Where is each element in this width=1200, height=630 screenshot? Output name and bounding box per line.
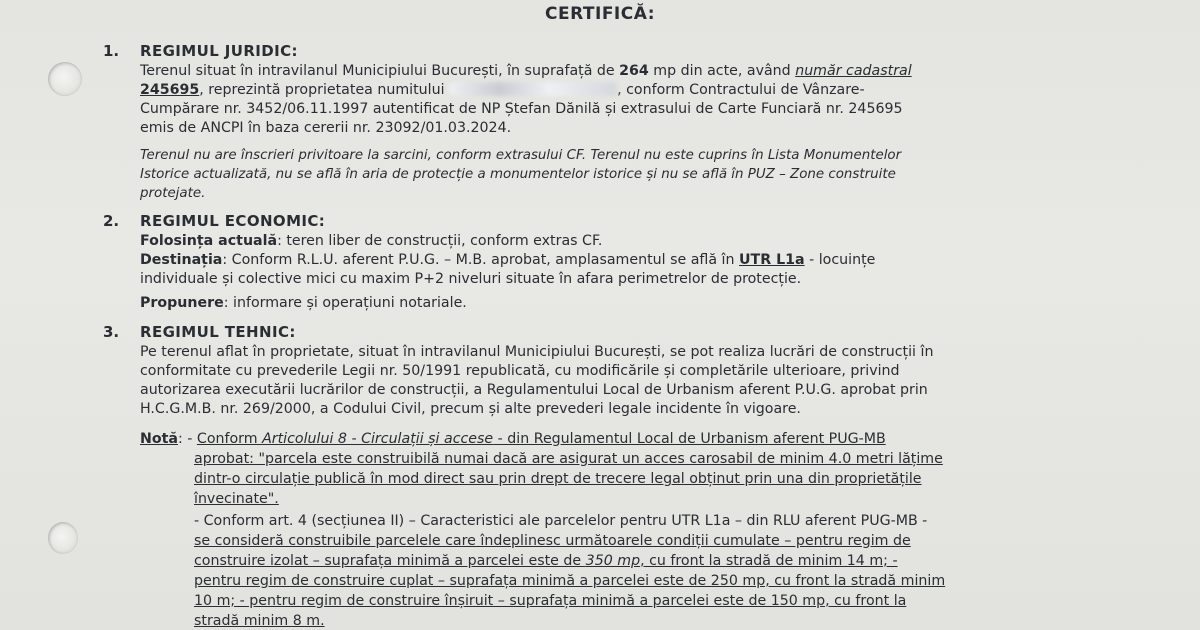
text: : Conform R.L.U. aferent P.U.G. – M.B. aprobat, amplasamentul se află în (222, 252, 740, 268)
text: , conform Contractului de Vânzare- (617, 82, 865, 98)
punch-hole-top (48, 62, 82, 96)
destinatia-line (140, 251, 875, 269)
propunere-line (140, 294, 467, 312)
cadastral-label: număr cadastral (795, 63, 912, 79)
section-heading: REGIMUL JURIDIC: (140, 42, 298, 60)
juridic-note-2: Istorice actualizată, nu se află în aria de protecție a monumentelor istorice și nu se află în PUZ – Zone construite (140, 167, 896, 182)
text: mp din acte, având (648, 63, 796, 79)
section-heading: REGIMUL TEHNIC: (140, 323, 296, 341)
propunere-label: Propunere (140, 295, 224, 311)
nota-line-3: dintr-o circulație publică în mod direct sau prin drept de trecere legal obținut prin una din proprietățile (194, 471, 922, 487)
text: , cu front la stradă de minim 14 m; - (640, 553, 898, 569)
juridic-note-3: protejate. (140, 186, 206, 201)
text: construire izolat – suprafața minimă a parcelei este de (194, 553, 586, 569)
text: : - (177, 431, 197, 447)
tehnic-line-1: Pe terenul aflat în proprietate, situat în intravilanul Municipiului București, se pot realiza lucrări de construcții în (140, 344, 934, 360)
redacted-name (449, 82, 617, 96)
text: - locuințe (804, 252, 876, 268)
destinatia-label: Destinația (140, 252, 223, 268)
nota-line-2: aprobat: "parcela este construibilă numai dacă are asigurat un acces carosabil de minim 4.0 metri lățime (194, 451, 943, 467)
punch-hole-bottom (48, 522, 78, 554)
nota-line-4: învecinate". (194, 491, 279, 507)
section-number: 1. (103, 42, 120, 60)
juridic-note-1: Terenul nu are înscrieri privitoare la sarcini, conform extrasului CF. Terenul nu este cuprins în Lista Monumentelor (140, 148, 902, 163)
tehnic-line-2: conformitate cu prevederile Legii nr. 50/1991 republicată, cu modificările și completările ulterioare, privind (140, 363, 900, 379)
juridic-line-2 (140, 81, 1112, 99)
destinatia-line-2: individuale și colective mici cu maxim P+2 niveluri situate în afara perimetrelor de protecție. (140, 271, 802, 287)
nota-line-6: se consideră construibile parcelele care îndeplinesc următoarele condiții cumulate – pentru regim de (194, 533, 911, 549)
nota-line-7 (194, 552, 898, 570)
area-350: 350 mp (585, 553, 641, 569)
nota-label: Notă (140, 431, 178, 447)
juridic-line-3: Cumpărare nr. 3452/06.11.1997 autentificat de NP Ștefan Dănilă și extrasului de Carte Funciară nr. 245695 (140, 101, 903, 117)
text: Terenul situat în intravilanul Municipiului București, în suprafață de (140, 63, 620, 79)
tehnic-line-4: H.C.G.M.B. nr. 269/2000, a Codului Civil, precum și alte prevederi legale incidente în vigoare. (140, 401, 801, 417)
nota-line-5: - Conform art. 4 (secțiunea II) – Caracteristici ale parcelelor pentru UTR L1a – din RLU aferent PUG-MB - (194, 513, 928, 529)
section-heading: REGIMUL ECONOMIC: (140, 212, 326, 230)
folosinta-line (140, 232, 602, 250)
text: : informare și operațiuni notariale. (223, 295, 467, 311)
tehnic-line-3: autorizarea executării lucrărilor de construcții, a Regulamentului Local de Urbanism aferent P.U.G. aprobat prin (140, 382, 928, 398)
juridic-line-1 (140, 62, 1112, 80)
section-number: 2. (103, 212, 120, 230)
cadastral-number: 245695 (140, 82, 200, 98)
text: Conform (196, 431, 263, 447)
nota-line-10: stradă minim 8 m. (194, 613, 325, 629)
text: - din Regulamentul Local de Urbanism aferent PUG-MB (493, 431, 886, 447)
folosinta-label: Folosința actuală (140, 233, 278, 249)
article-reference: Articolului 8 - Circulații și accese (262, 431, 494, 447)
juridic-line-4: emis de ANCPI în baza cererii nr. 23092/01.03.2024. (140, 120, 512, 136)
utr-code: UTR L1a (739, 252, 805, 268)
area-value: 264 (619, 63, 649, 79)
nota-line-9: 10 m; - pentru regim de construire înșiruit – suprafața minimă a parcelei este de 150 mp, cu front la (194, 593, 907, 609)
text: , reprezintă proprietatea numitului (199, 82, 445, 98)
nota-line-1 (140, 430, 886, 448)
text: : teren liber de construcții, conform extras CF. (277, 233, 603, 249)
nota-line-8: pentru regim de construire cuplat – suprafața minimă a parcelei este de 250 mp, cu front la stradă minim (194, 573, 946, 589)
document-title: CERTIFICĂ: (544, 4, 656, 24)
section-number: 3. (103, 323, 120, 341)
